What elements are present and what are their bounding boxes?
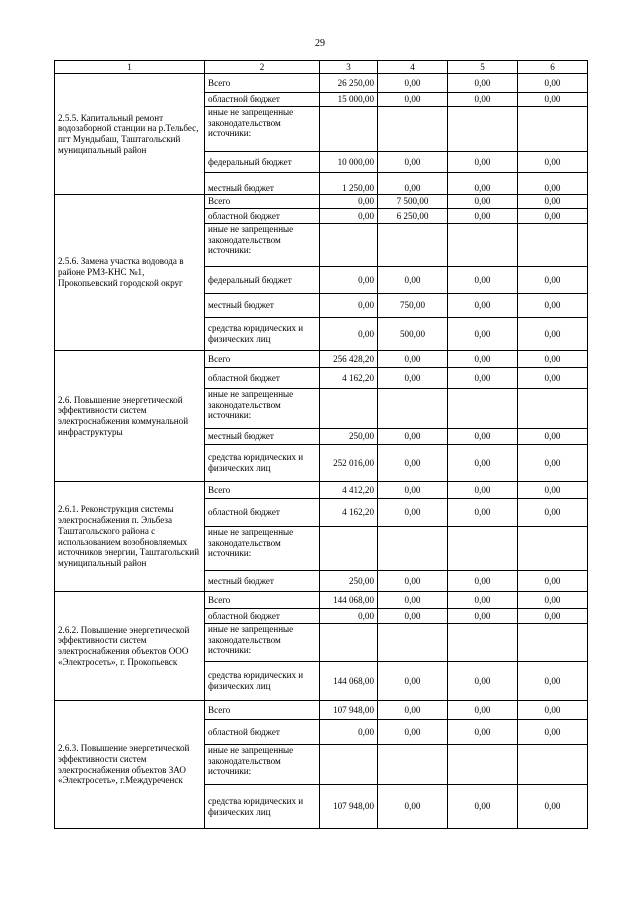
amount-cell: 0,00	[320, 609, 378, 624]
measure-name: 2.6.3. Повышение энергетической эффективности систем электроснабжения объектов ЗАО «Электросеть», г.Междуреченск	[55, 701, 205, 829]
amount-cell: 15 000,00	[320, 93, 378, 107]
amount-cell: 0,00	[448, 195, 518, 209]
funding-source: областной бюджет	[205, 720, 320, 745]
funding-source: местный бюджет	[205, 173, 320, 195]
amount-cell: 4 162,20	[320, 499, 378, 527]
amount-cell: 1 250,00	[320, 173, 378, 195]
amount-cell: 0,00	[518, 368, 588, 389]
amount-cell: 0,00	[378, 571, 448, 592]
funding-source: Всего	[205, 351, 320, 368]
amount-cell	[320, 389, 378, 429]
amount-cell: 0,00	[518, 74, 588, 93]
amount-cell: 0,00	[448, 267, 518, 294]
amount-cell	[518, 224, 588, 267]
header-cell: 1	[55, 61, 205, 74]
measure-name: 2.6.1. Реконструкция системы электроснабжения п. Эльбеза Таштагольского района с использованием возобновляемых источников энергии, Таштагольский муниципальный район	[55, 482, 205, 592]
amount-cell: 0,00	[448, 173, 518, 195]
amount-cell: 0,00	[320, 195, 378, 209]
amount-cell: 0,00	[518, 318, 588, 351]
amount-cell	[518, 107, 588, 152]
amount-cell: 256 428,20	[320, 351, 378, 368]
funding-source: местный бюджет	[205, 571, 320, 592]
amount-cell	[518, 389, 588, 429]
table-row	[55, 74, 588, 93]
amount-cell	[518, 527, 588, 571]
funding-source: средства юридических и физических лиц	[205, 662, 320, 701]
amount-cell: 0,00	[378, 785, 448, 829]
amount-cell: 0,00	[448, 609, 518, 624]
amount-cell: 0,00	[378, 267, 448, 294]
amount-cell: 144 068,00	[320, 592, 378, 609]
amount-cell: 0,00	[448, 592, 518, 609]
amount-cell: 0,00	[320, 267, 378, 294]
amount-cell: 0,00	[448, 74, 518, 93]
amount-cell: 0,00	[448, 209, 518, 224]
funding-source: Всего	[205, 482, 320, 499]
amount-cell: 7 500,00	[378, 195, 448, 209]
amount-cell: 0,00	[448, 445, 518, 482]
funding-source: средства юридических и физических лиц	[205, 318, 320, 351]
budget-table	[54, 60, 588, 829]
amount-cell: 0,00	[518, 720, 588, 745]
amount-cell: 0,00	[518, 351, 588, 368]
amount-cell: 500,00	[378, 318, 448, 351]
funding-source: Всего	[205, 195, 320, 209]
amount-cell	[320, 224, 378, 267]
header-cell: 4	[378, 61, 448, 74]
amount-cell	[448, 624, 518, 662]
amount-cell: 0,00	[448, 429, 518, 445]
funding-source: областной бюджет	[205, 368, 320, 389]
amount-cell: 0,00	[448, 571, 518, 592]
amount-cell	[320, 107, 378, 152]
amount-cell: 0,00	[378, 720, 448, 745]
amount-cell: 750,00	[378, 294, 448, 318]
amount-cell: 0,00	[448, 152, 518, 173]
amount-cell: 250,00	[320, 571, 378, 592]
amount-cell	[320, 624, 378, 662]
amount-cell: 0,00	[448, 701, 518, 720]
measure-name: 2.5.6. Замена участка водовода в районе РМЗ-КНС №1, Прокопьевский городской округ	[55, 195, 205, 351]
amount-cell: 0,00	[518, 785, 588, 829]
amount-cell	[378, 224, 448, 267]
table-row	[55, 701, 588, 720]
amount-cell: 0,00	[448, 499, 518, 527]
header-row	[55, 61, 588, 74]
amount-cell	[518, 745, 588, 785]
amount-cell: 0,00	[378, 368, 448, 389]
amount-cell: 0,00	[518, 294, 588, 318]
page-number: 29	[315, 38, 325, 49]
funding-source: областной бюджет	[205, 609, 320, 624]
table-row	[55, 592, 588, 609]
amount-cell: 0,00	[378, 609, 448, 624]
funding-source: местный бюджет	[205, 294, 320, 318]
funding-source: Всего	[205, 592, 320, 609]
table-row	[55, 351, 588, 368]
amount-cell	[378, 107, 448, 152]
header-cell: 6	[518, 61, 588, 74]
amount-cell: 0,00	[378, 152, 448, 173]
funding-source: иные не запрещенные законодательством источники:	[205, 389, 320, 429]
amount-cell	[320, 527, 378, 571]
amount-cell	[448, 527, 518, 571]
amount-cell: 0,00	[518, 701, 588, 720]
funding-source: Всего	[205, 74, 320, 93]
amount-cell: 252 016,00	[320, 445, 378, 482]
amount-cell	[448, 389, 518, 429]
measure-name: 2.6. Повышение энергетической эффективности систем электроснабжения коммунальной инфраструктуры	[55, 351, 205, 482]
amount-cell	[378, 624, 448, 662]
amount-cell: 0,00	[448, 93, 518, 107]
amount-cell: 107 948,00	[320, 701, 378, 720]
amount-cell: 0,00	[320, 720, 378, 745]
funding-source: иные не запрещенные законодательством источники:	[205, 224, 320, 267]
amount-cell: 0,00	[320, 318, 378, 351]
amount-cell: 0,00	[378, 173, 448, 195]
funding-source: иные не запрещенные законодательством источники:	[205, 527, 320, 571]
amount-cell: 0,00	[448, 368, 518, 389]
amount-cell	[378, 389, 448, 429]
amount-cell: 0,00	[448, 720, 518, 745]
funding-source: иные не запрещенные законодательством источники:	[205, 745, 320, 785]
amount-cell: 107 948,00	[320, 785, 378, 829]
amount-cell: 0,00	[518, 609, 588, 624]
amount-cell: 0,00	[448, 785, 518, 829]
amount-cell: 0,00	[518, 482, 588, 499]
amount-cell	[448, 745, 518, 785]
amount-cell: 250,00	[320, 429, 378, 445]
funding-source: областной бюджет	[205, 209, 320, 224]
amount-cell: 0,00	[378, 445, 448, 482]
amount-cell: 0,00	[378, 482, 448, 499]
amount-cell: 0,00	[320, 209, 378, 224]
amount-cell	[448, 107, 518, 152]
funding-source: федеральный бюджет	[205, 152, 320, 173]
funding-source: Всего	[205, 701, 320, 720]
funding-source: иные не запрещенные законодательством источники:	[205, 624, 320, 662]
amount-cell: 0,00	[518, 267, 588, 294]
table-row	[55, 195, 588, 209]
amount-cell	[378, 527, 448, 571]
amount-cell: 0,00	[518, 209, 588, 224]
amount-cell: 0,00	[448, 294, 518, 318]
header-cell: 3	[320, 61, 378, 74]
amount-cell: 0,00	[518, 571, 588, 592]
amount-cell: 0,00	[378, 429, 448, 445]
amount-cell: 4 162,20	[320, 368, 378, 389]
amount-cell: 144 068,00	[320, 662, 378, 701]
amount-cell: 6 250,00	[378, 209, 448, 224]
funding-source: федеральный бюджет	[205, 267, 320, 294]
amount-cell: 0,00	[518, 93, 588, 107]
amount-cell: 0,00	[378, 662, 448, 701]
measure-name: 2.5.5. Капитальный ремонт водозаборной станции на р.Тельбес, пгт Мундыбаш, Таштагольский муниципальный район	[55, 74, 205, 195]
amount-cell: 0,00	[378, 74, 448, 93]
amount-cell: 0,00	[378, 93, 448, 107]
amount-cell: 0,00	[448, 482, 518, 499]
header-cell: 2	[205, 61, 320, 74]
amount-cell: 0,00	[378, 351, 448, 368]
funding-source: средства юридических и физических лиц	[205, 445, 320, 482]
funding-source: средства юридических и физических лиц	[205, 785, 320, 829]
amount-cell: 0,00	[378, 701, 448, 720]
funding-source: местный бюджет	[205, 429, 320, 445]
funding-source: областной бюджет	[205, 499, 320, 527]
amount-cell: 0,00	[518, 499, 588, 527]
amount-cell: 0,00	[378, 499, 448, 527]
amount-cell: 0,00	[518, 195, 588, 209]
amount-cell	[320, 745, 378, 785]
amount-cell: 4 412,20	[320, 482, 378, 499]
amount-cell: 0,00	[320, 294, 378, 318]
amount-cell: 0,00	[518, 445, 588, 482]
amount-cell: 0,00	[448, 318, 518, 351]
amount-cell	[378, 745, 448, 785]
measure-name: 2.6.2. Повышение энергетической эффективности систем электроснабжения объектов ООО «Электросеть», г. Прокопьевск	[55, 592, 205, 701]
table-row	[55, 482, 588, 499]
amount-cell: 0,00	[518, 429, 588, 445]
amount-cell: 0,00	[518, 662, 588, 701]
header-cell: 5	[448, 61, 518, 74]
amount-cell	[518, 624, 588, 662]
amount-cell: 0,00	[518, 152, 588, 173]
amount-cell: 0,00	[378, 592, 448, 609]
amount-cell: 26 250,00	[320, 74, 378, 93]
amount-cell	[448, 224, 518, 267]
funding-source: областной бюджет	[205, 93, 320, 107]
amount-cell: 0,00	[448, 351, 518, 368]
amount-cell: 0,00	[448, 662, 518, 701]
amount-cell: 10 000,00	[320, 152, 378, 173]
amount-cell: 0,00	[518, 592, 588, 609]
amount-cell: 0,00	[518, 173, 588, 195]
funding-source: иные не запрещенные законодательством источники:	[205, 107, 320, 152]
